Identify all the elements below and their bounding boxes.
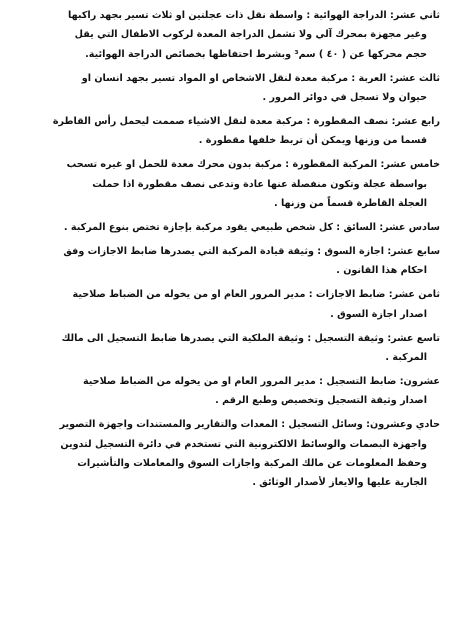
clause-line: بواسطة عجلة وتكون منفصلة عنها عادة وتدعى نصف مقطورة اذا حملت [92,178,427,190]
clause-line: حيوان ولا تسجل في دوائر المرور . [262,92,427,104]
clause-12-bicycle [14,6,440,64]
clause-19-registration-document [14,329,440,368]
clause-14-semi-trailer [14,112,440,151]
clause-line: الجارية عليها والايعاز لأصدار الوثائق . [252,477,427,489]
clause-line: وغير مجهزة بمحرك آلي ولا تشمل الدراجة المعدة لركوب الاطفال التي يقل [74,29,427,41]
clause-line: تاسع عشر: وثيقة التسجيل : وثيقة الملكية التي يصدرها ضابط التسجيل الى مالك [61,332,440,344]
clause-line: رابع عشر: نصف المقطورة : مركبة معدة لنقل الاشياء صممت ليحمل رأس القاطرة [52,116,440,128]
clause-line: حجم محركها عن ( ٤٠ ) سم³ وبشرط احتفاظها بخصائص الدراجة الهوائية. [85,48,427,60]
clause-13-cart [14,69,440,108]
clause-15-trailer [14,155,440,213]
clause-line: عشرون: ضابط التسجيل : مدير المرور العام او من يخوله من الضباط صلاحية [82,375,440,387]
clause-line: ثامن عشر: ضابط الاجازات : مدير المرور العام او من يخوله من الضباط صلاحية [72,289,440,301]
clause-line: اصدار وثيقة التسجيل وتخصيص وطبع الرقم . [215,395,427,407]
clause-line: ثالث عشر: العربة : مركبة معدة لنقل الاشخاص او المواد تسير بجهد انسان او [81,72,440,84]
clause-17-driving-license [14,242,440,281]
clause-18-license-officer [14,285,440,324]
clause-line: اصدار اجازة السوق . [330,308,427,320]
clause-line: واجهزة البصمات والوسائط الالكترونية التي تستخدم في دائرة التسجيل لتدوين [60,438,427,450]
clause-line: قسما من وزنها ويمكن أن تربط خلفها مقطورة . [198,135,427,147]
clause-21-registration-means [14,415,440,493]
clause-line: حادي وعشرون: وسائل التسجيل : المعدات والتقارير والمستندات واجهزة التصوير [59,419,440,431]
clause-line: خامس عشر: المركبة المقطورة : مركبة بدون محرك معدة للحمل او غيره تسحب [66,159,440,171]
clause-line: المركبة . [385,352,427,363]
clause-16-driver [14,218,440,237]
clause-line: احكام هذا القانون . [336,265,427,277]
clause-line: العجلة القاطرة قسماً من وزنها . [273,198,427,210]
clause-20-registration-officer [14,372,440,411]
clause-line: وحفظ المعلومات عن مالك المركبة واجازات السوق والمعاملات والتأشيرات [77,458,427,470]
clause-line: سادس عشر: السائق : كل شخص طبيعي يقود مركبة بإجازة تختص بنوع المركبة . [63,222,440,234]
clause-line: ثاني عشر: الدراجة الهوائية : واسطة نقل ذات عجلتين او ثلاث تسير بجهد راكبها [67,10,440,21]
clause-line: سابع عشر: اجازة السوق : وثيقة قيادة المركبة التي يصدرها ضابط الاجازات وفق [63,245,440,257]
